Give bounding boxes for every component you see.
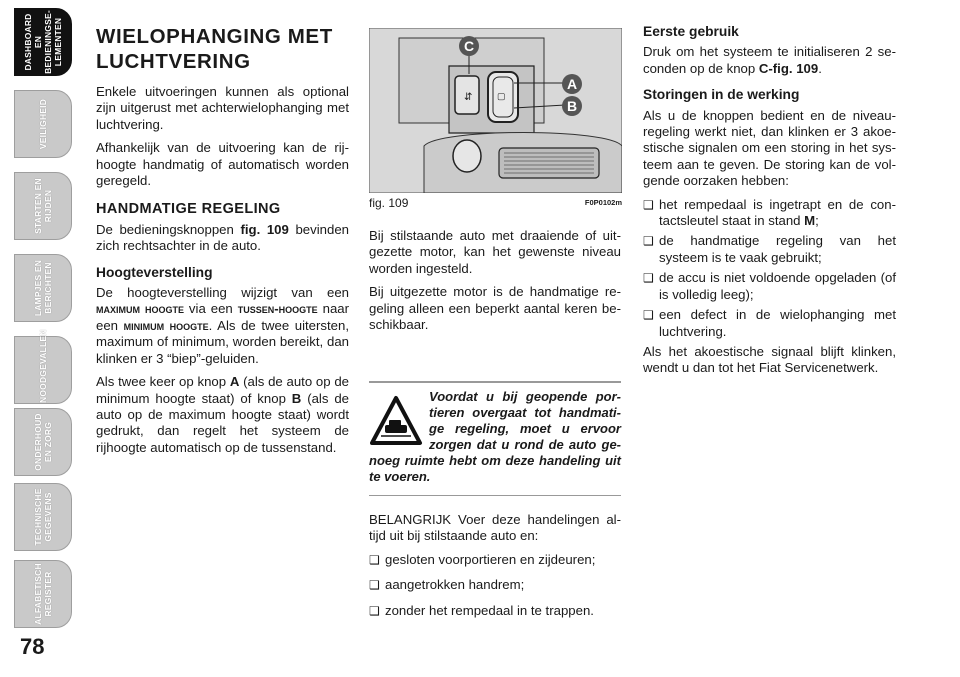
- tab-starten-en-rijden[interactable]: [14, 172, 72, 240]
- tab-noodgevallen[interactable]: [14, 329, 72, 404]
- important-paragraph: BELANGRIJK Voer deze handelingen al-tijd uit bij stilstaande auto en:: [369, 512, 621, 544]
- subsection-heading: Storingen in de werking: [643, 87, 800, 103]
- tab-veiligheid[interactable]: [14, 90, 72, 158]
- tab-label: TECHNISCHE GEGEVENS: [33, 488, 53, 546]
- tab-onderhoud-en-zorg[interactable]: [14, 408, 72, 476]
- divider: [369, 495, 621, 496]
- tab-label: VEILIGHEID: [38, 98, 48, 150]
- paragraph: De bedieningsknoppen fig. 109 bevinden zich rechtsachter in de auto.: [96, 221, 349, 254]
- paragraph: Bij stilstaande auto met draaiende of uit-gezette motor, kan het gewenste niveau worden ingesteld.: [369, 228, 621, 276]
- page-title: WIELOPHANGING MET LUCHTVERING: [96, 25, 333, 73]
- tab-label: ONDERHOUD EN ZORG: [33, 413, 53, 471]
- tab-dashboard[interactable]: [14, 8, 72, 76]
- column-left: [96, 24, 349, 463]
- important-label: BELANGRIJK: [369, 512, 452, 527]
- warning-triangle-icon: [369, 395, 423, 449]
- tab-alfabetisch-register[interactable]: [14, 560, 72, 628]
- paragraph: Als het akoestische signaal blijft klinken, wendt u dan tot het Fiat Servicenetwerk.: [643, 343, 896, 376]
- paragraph: Bij uitgezette motor is de handmatige re-geling alleen een beperkt aantal keren be-schikbaar.: [369, 284, 621, 333]
- figure-109-image: [369, 28, 622, 193]
- tab-label: STARTEN EN RIJDEN: [33, 178, 53, 234]
- column-middle: [369, 228, 621, 340]
- column-right: [643, 24, 896, 384]
- list-item: ❑ gesloten voorportieren en zijdeuren;: [369, 552, 621, 568]
- paragraph: Als twee keer op knop A (als de auto op de minimum hoogte staat) of knop B (als de auto op de maximum hoogte staat) wordt gedrukt, dan regelt het systeem de rijhoogte automatisch op de tussenstand.: [96, 374, 350, 455]
- tab-label: LAMPJES EN BERICHTEN: [33, 259, 53, 317]
- list-item: ❑ een defect in de wielophanging met luchtvering.: [643, 307, 896, 340]
- figure-code: F0P0102m: [584, 198, 622, 207]
- checklist: [369, 552, 621, 619]
- subsection-heading: Hoogteverstelling: [96, 264, 213, 280]
- tab-label: NOODGEVALLEN: [38, 329, 48, 403]
- paragraph: Druk om het systeem te initialiseren 2 se-conden op de knop C-fig. 109.: [643, 44, 896, 76]
- callout-a: A: [562, 74, 582, 94]
- tab-technische-gegevens[interactable]: [14, 483, 72, 551]
- subsection-heading: Eerste gebruik: [643, 24, 739, 39]
- section-heading: HANDMATIGE REGELING: [96, 201, 281, 218]
- list-item: ❑ het rempedaal is ingetrapt en de con-tactsleutel staat in stand M;: [643, 197, 896, 230]
- switch-panel-illustration: [369, 28, 622, 193]
- warning-text: Voordat u bij geopende por-tieren overgaat tot handmati-ge regeling, moet u ervoor zorgen dat u rond de auto ge-noeg ruimte hebt om deze handeling uit te voeren.: [369, 389, 621, 484]
- svg-text:▢: ▢: [497, 91, 506, 101]
- important-section: [369, 512, 621, 623]
- fault-list: [643, 197, 896, 340]
- tab-label: DASHBOARD EN BEDIENINGSE- LEMENTEN: [23, 10, 63, 74]
- page-number: 78: [20, 634, 45, 659]
- list-item: ❑ de handmatige regeling van het systeem is te vaak gebruikt;: [643, 233, 896, 266]
- tab-label: ALFABETISCH REGISTER: [33, 563, 53, 625]
- list-item: ❑ de accu is niet voldoende opgeladen (of is volledig leeg);: [643, 270, 896, 303]
- svg-text:⇵: ⇵: [464, 92, 473, 103]
- divider: [369, 381, 621, 383]
- tab-lampjes-en-berichten[interactable]: [14, 254, 72, 322]
- paragraph: Als u de knoppen bedient en de niveau-regeling werkt niet, dan klinken er 3 akoe-stische signalen om een storing in het sys-teem aan te geven. De storing kan de vol-gende oorzaken hebben:: [643, 107, 896, 189]
- callout-c: C: [459, 36, 479, 56]
- paragraph: De hoogteverstelling wijzigt van een maximum hoogte via een tussen-hoogte naar een minimum hoogte. Als de twee uitersten, maximum of minimum, worden bereikt, dan klinken er 3 “biep”-geluiden.: [96, 285, 349, 366]
- intro-paragraph: Enkele uitvoeringen kunnen als optional zijn uitgerust met achterwielophanging met luchtvering.: [96, 84, 349, 132]
- figure-reference: fig. 109: [240, 221, 289, 237]
- list-item: ❑ aangetrokken handrem;: [369, 577, 621, 593]
- list-item: ❑ zonder het rempedaal in te trappen.: [369, 603, 621, 619]
- paragraph: Afhankelijk van de uitvoering kan de rij-hoogte handmatig of automatisch worden geregeld.: [96, 140, 349, 189]
- figure-caption: [369, 196, 622, 210]
- figure-reference: C-fig. 109: [758, 60, 819, 76]
- figure-number: fig. 109: [369, 196, 409, 210]
- callout-b: B: [562, 96, 582, 116]
- warning-box: [369, 381, 621, 496]
